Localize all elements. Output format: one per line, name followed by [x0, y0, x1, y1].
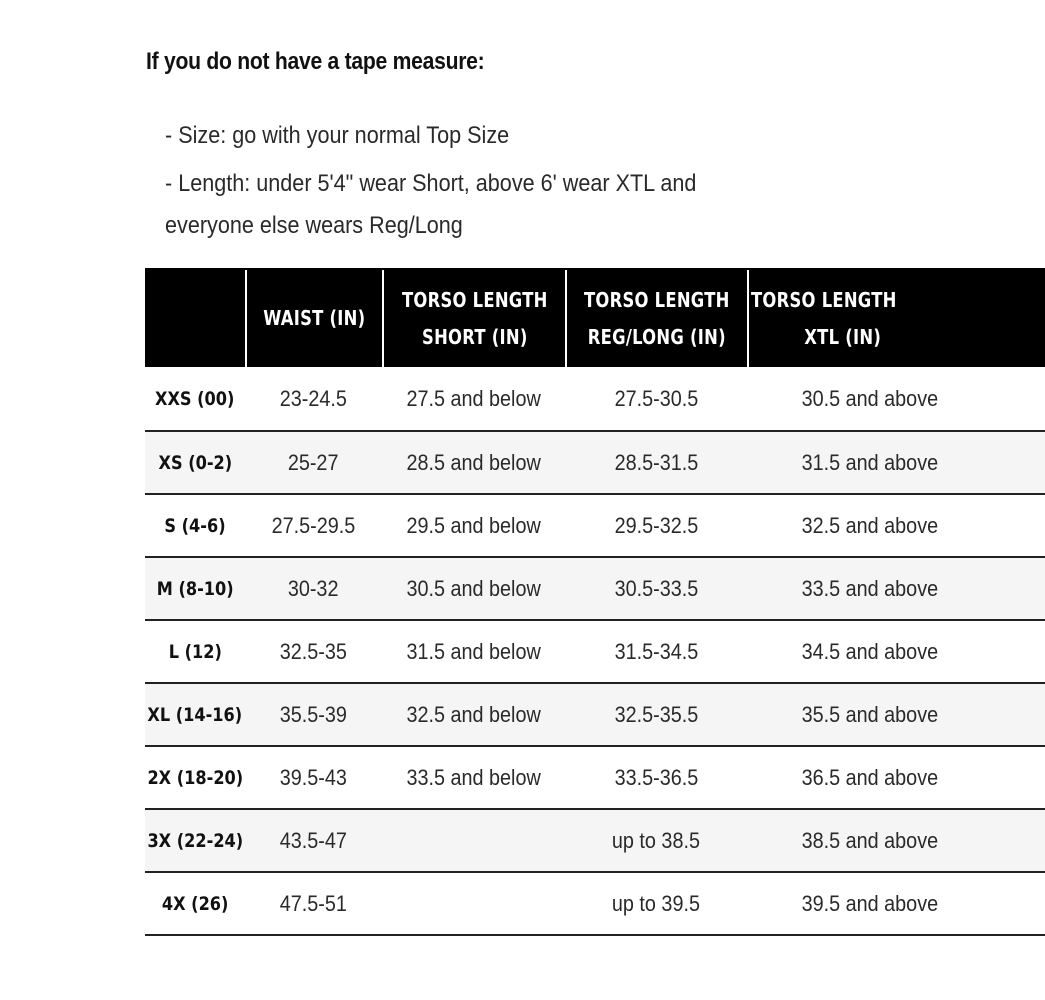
- table-body: [145, 367, 1045, 936]
- cell-torso-reg-text: up to 39.5: [611, 890, 701, 916]
- cell-torso-reg-text: 28.5-31.5: [614, 449, 698, 475]
- cell-torso-reg-text: up to 38.5: [611, 827, 701, 853]
- table-row: [145, 873, 1045, 936]
- cell-waist-text: 35.5-39: [279, 701, 348, 727]
- cell-torso-short: [382, 747, 565, 808]
- cell-torso-reg: [565, 558, 747, 619]
- cell-waist: [245, 495, 382, 556]
- cell-size: [145, 367, 245, 430]
- cell-torso-reg: [565, 684, 747, 745]
- cell-size-text: XS (0-2): [158, 451, 232, 474]
- cell-torso-xtl: [747, 810, 1045, 871]
- page-heading: If you do not have a tape measure:: [146, 48, 485, 75]
- cell-torso-reg: [565, 810, 747, 871]
- table-row: [145, 558, 1045, 621]
- cell-waist: [245, 747, 382, 808]
- cell-waist: [245, 873, 382, 934]
- cell-torso-short: [382, 810, 565, 871]
- table-row: [145, 684, 1045, 747]
- cell-torso-short-text: 31.5 and below: [406, 638, 541, 664]
- cell-size: [145, 684, 245, 745]
- header-torso-xtl-line2: XTL (IN): [804, 324, 882, 349]
- cell-torso-xtl-text: 31.5 and above: [801, 449, 939, 475]
- cell-torso-short: [382, 558, 565, 619]
- cell-torso-short-text: 27.5 and below: [406, 385, 541, 411]
- table-row: [145, 621, 1045, 684]
- cell-torso-xtl-text: 33.5 and above: [801, 575, 939, 601]
- header-torso-xtl: [747, 270, 1045, 367]
- cell-size-text: 3X (22-24): [147, 829, 243, 852]
- cell-torso-reg-text: 31.5-34.5: [614, 638, 698, 664]
- cell-torso-short: [382, 684, 565, 745]
- cell-torso-reg-text: 27.5-30.5: [614, 385, 698, 411]
- header-waist: [245, 270, 382, 367]
- cell-torso-xtl-text: 32.5 and above: [801, 512, 939, 538]
- header-torso-reg: [565, 270, 747, 367]
- cell-torso-short: [382, 495, 565, 556]
- cell-size: [145, 810, 245, 871]
- size-chart-table: [145, 268, 1045, 936]
- cell-waist-text: 25-27: [288, 449, 339, 475]
- cell-torso-xtl: [747, 873, 1045, 934]
- cell-torso-reg-text: 29.5-32.5: [614, 512, 698, 538]
- cell-torso-xtl: [747, 747, 1045, 808]
- cell-torso-short-text: 32.5 and below: [406, 701, 541, 727]
- cell-torso-xtl-text: 39.5 and above: [801, 890, 939, 916]
- header-torso-reg-line1: TORSO LENGTH: [584, 287, 730, 312]
- table-row: [145, 432, 1045, 495]
- cell-size-text: XL (14-16): [147, 703, 243, 726]
- cell-waist: [245, 810, 382, 871]
- cell-torso-reg: [565, 432, 747, 493]
- cell-torso-short-text: 28.5 and below: [406, 449, 541, 475]
- cell-torso-short-text: 30.5 and below: [406, 575, 541, 601]
- cell-waist-text: 39.5-43: [279, 764, 348, 790]
- cell-waist-text: 30-32: [288, 575, 339, 601]
- cell-torso-short: [382, 873, 565, 934]
- cell-torso-short-text: 33.5 and below: [406, 764, 541, 790]
- cell-torso-xtl-text: 30.5 and above: [801, 385, 939, 411]
- cell-torso-reg: [565, 873, 747, 934]
- cell-torso-short: [382, 432, 565, 493]
- cell-torso-reg: [565, 621, 747, 682]
- note-length-continued: everyone else wears Reg/Long: [165, 212, 463, 239]
- cell-torso-xtl: [747, 495, 1045, 556]
- table-row: [145, 810, 1045, 873]
- header-torso-short-line1: TORSO LENGTH: [401, 287, 548, 312]
- cell-torso-xtl-text: 38.5 and above: [801, 827, 939, 853]
- header-torso-short-line2: SHORT (IN): [421, 324, 528, 349]
- cell-size: [145, 873, 245, 934]
- cell-size-text: L (12): [168, 640, 222, 663]
- cell-torso-xtl-text: 35.5 and above: [801, 701, 939, 727]
- header-waist-label: WAIST (IN): [263, 306, 366, 330]
- cell-torso-reg: [565, 367, 747, 430]
- cell-torso-xtl-text: 36.5 and above: [801, 764, 939, 790]
- cell-waist-text: 23-24.5: [279, 385, 348, 411]
- table-row: [145, 367, 1045, 432]
- table-header: [145, 268, 1045, 367]
- cell-waist-text: 32.5-35: [279, 638, 348, 664]
- header-size: [145, 270, 245, 367]
- cell-torso-xtl: [747, 367, 1045, 430]
- cell-size: [145, 558, 245, 619]
- instructions: [165, 112, 865, 250]
- cell-waist-text: 47.5-51: [279, 890, 348, 916]
- size-chart-viewport: [145, 268, 939, 948]
- cell-size: [145, 621, 245, 682]
- cell-size: [145, 432, 245, 493]
- cell-waist: [245, 558, 382, 619]
- header-torso-short: [382, 270, 565, 367]
- cell-waist-text: 43.5-47: [279, 827, 348, 853]
- cell-waist: [245, 367, 382, 430]
- cell-torso-reg: [565, 495, 747, 556]
- header-torso-reg-line2: REG/LONG (IN): [587, 324, 726, 349]
- cell-torso-xtl-text: 34.5 and above: [801, 638, 939, 664]
- cell-torso-short: [382, 367, 565, 430]
- header-torso-xtl-line1: TORSO LENGTH: [751, 287, 897, 312]
- cell-torso-reg-text: 33.5-36.5: [614, 764, 698, 790]
- cell-torso-short-text: 29.5 and below: [406, 512, 541, 538]
- cell-torso-short: [382, 621, 565, 682]
- table-row: [145, 495, 1045, 558]
- cell-torso-xtl: [747, 621, 1045, 682]
- cell-torso-xtl: [747, 558, 1045, 619]
- cell-size-text: M (8-10): [156, 577, 234, 600]
- cell-waist: [245, 684, 382, 745]
- cell-torso-reg-text: 30.5-33.5: [614, 575, 698, 601]
- cell-size-text: 4X (26): [161, 892, 229, 915]
- table-row: [145, 747, 1045, 810]
- cell-waist-text: 27.5-29.5: [271, 512, 356, 538]
- cell-torso-reg-text: 32.5-35.5: [614, 701, 698, 727]
- note-length: - Length: under 5'4" wear Short, above 6' wear XTL and: [165, 170, 697, 197]
- cell-torso-xtl: [747, 684, 1045, 745]
- cell-size: [145, 495, 245, 556]
- note-size: - Size: go with your normal Top Size: [165, 122, 510, 149]
- cell-waist: [245, 621, 382, 682]
- cell-torso-reg: [565, 747, 747, 808]
- cell-size-text: S (4-6): [164, 514, 226, 537]
- cell-waist: [245, 432, 382, 493]
- cell-size: [145, 747, 245, 808]
- cell-size-text: XXS (00): [155, 387, 235, 410]
- cell-torso-xtl: [747, 432, 1045, 493]
- cell-size-text: 2X (18-20): [147, 766, 243, 789]
